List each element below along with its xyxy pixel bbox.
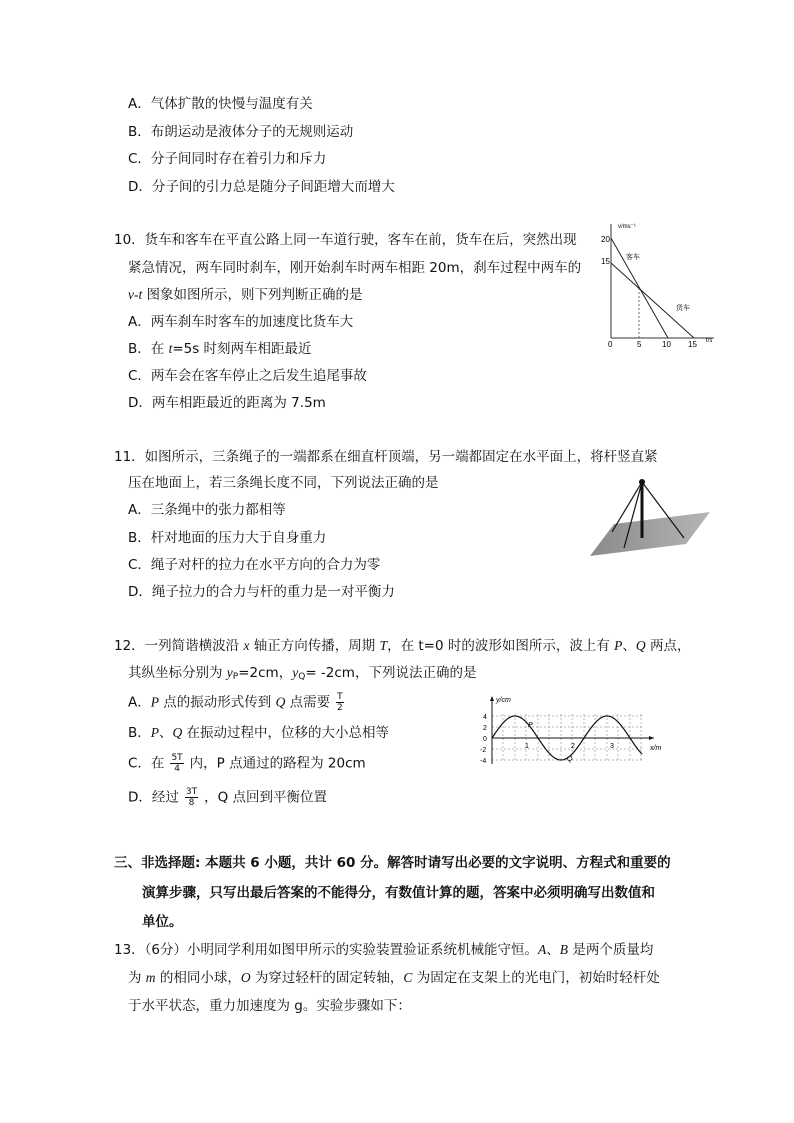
q12-stem-line1 [114, 636, 690, 656]
q12-l1-e: 两点， [645, 638, 691, 654]
q12-stem-line2 [128, 663, 476, 687]
q9-option-d: D．分子间的引力总是随分子间距增大而增大 [128, 179, 395, 195]
q12-l1-c: ，在 t=0 时的波形如图所示，波上有 [387, 638, 615, 654]
q12-xtick-3: 3 [610, 743, 614, 750]
q10-vt-chart [596, 218, 720, 350]
q12-l1-Q: Q [635, 638, 646, 653]
q13-stem-line1 [114, 940, 653, 960]
q12-point-q-label: Q [567, 756, 573, 763]
q11-option-c: C．绳子对杆的拉力在水平方向的合力为零 [128, 557, 381, 573]
q12-c-den: 4 [174, 764, 180, 774]
q10-y-axis-label: v/ms⁻¹ [618, 224, 636, 230]
q12-d-den: 8 [188, 798, 195, 808]
q10-x-axis-label: t/s [706, 338, 713, 344]
q12-option-a [128, 692, 350, 713]
q10-option-a: A．两车刹车时客车的加速度比货车大 [128, 314, 354, 330]
q13-l2-a: 为 [128, 970, 146, 986]
q12-l1-x: x [243, 638, 250, 653]
q13-l2-C: C [403, 970, 413, 985]
q12-a-a: A． [128, 694, 151, 711]
q12-b-Q: Q [172, 725, 183, 740]
q13-l2-c: 为穿过轻杆的固定转轴， [250, 970, 404, 986]
q11-stem-line1: 11．如图所示，三条绳子的一端都系在细直杆顶端，另一端都固定在水平面上，将杆竖直紧 [114, 449, 658, 465]
q11-option-d: D．绳子拉力的合力与杆的重力是一对平衡力 [128, 584, 395, 600]
q12-c-num: 5T [171, 753, 183, 763]
q10-stem-line2: 紧急情况，两车同时刹车，刚开始刹车时两车相距 20m，刹车过程中两车的 [128, 260, 582, 276]
q13-l2-d: 为固定在支架上的光电门，初始时轻杆处 [412, 970, 660, 986]
q12-d-num: 3T [185, 787, 198, 797]
q12-l2-yQ: y [292, 665, 299, 680]
q12-ytick-neg2: -2 [480, 747, 487, 754]
q12-ytick-2: 2 [483, 725, 487, 732]
q12-b-b: 、 [159, 725, 173, 741]
q12-l1-T: T [379, 638, 388, 653]
q12-d-b: ，Q 点回到平衡位置 [204, 789, 328, 806]
q12-xtick-1: 1 [525, 743, 529, 750]
q13-l2-O: O [240, 970, 251, 985]
q12-b-c: 在振动过程中，位移的大小总相等 [182, 725, 390, 741]
q13-stem-line2 [128, 968, 660, 988]
q10-option-b [128, 339, 312, 359]
q12-y-axis-label: y/cm [496, 697, 511, 704]
q12-l2-yP: y [226, 665, 233, 680]
q10-ytick-15: 15 [601, 257, 610, 266]
q10-vt-symbol: v-t [128, 287, 143, 302]
section3-heading-line2: 演算步骤，只写出最后答案的不能得分，有数值计算的题，答案中必须明确写出数值和 [142, 885, 655, 901]
q12-b-P: P [150, 725, 160, 740]
q13-l1-c: 是两个质量均 [568, 942, 654, 958]
q12-l2-subP: P [232, 672, 239, 682]
q10-ytick-20: 20 [601, 235, 610, 244]
q12-b-a: B． [128, 725, 151, 741]
q10-stem-line3-text: 图象如图所示，则下列判断正确的是 [146, 287, 363, 303]
q10-optb-suffix: =5s 时刻两车相距最近 [172, 341, 312, 357]
q12-option-c [128, 753, 366, 774]
q11-option-a: A．三条绳中的张力都相等 [128, 502, 286, 518]
q9-option-b: B．布朗运动是液体分子的无规则运动 [128, 124, 354, 140]
q9-option-c: C．分子间同时存在着引力和斥力 [128, 151, 327, 167]
q12-l1-d: 、 [622, 638, 636, 654]
q12-a-b: 点的振动形式传到 [159, 694, 276, 711]
q12-l2-a: 其纵坐标分别为 [128, 665, 227, 681]
q10-optb-prefix: B．在 [128, 341, 169, 357]
q12-d-fraction [185, 787, 198, 808]
q13-l2-m: m [145, 970, 156, 985]
q12-ytick-neg4: -4 [480, 758, 487, 765]
section3-heading-line1: 三、非选择题: 本题共 6 小题，共计 60 分。解答时请写出必要的文字说明、方程式和重要的 [114, 855, 671, 871]
q12-x-axis-label: x/m [650, 745, 662, 752]
q10-xtick-10: 10 [662, 340, 671, 349]
q12-xtick-2: 2 [571, 743, 575, 750]
q12-c-b: 内，P 点通过的路程为 20cm [189, 755, 366, 772]
q12-a-num: T [337, 692, 343, 702]
q12-option-b [128, 723, 389, 743]
q12-a-den: 2 [337, 703, 343, 713]
q11-pole-figure [586, 474, 712, 560]
q12-l1-P: P [614, 638, 623, 653]
q12-l2-b: =2cm， [238, 665, 293, 681]
q12-l1-a: 12．一列简谐横波沿 [114, 638, 244, 654]
q10-option-c: C．两车会在客车停止之后发生追尾事故 [128, 368, 367, 384]
q12-waveform-chart [474, 692, 670, 776]
q10-stem-line1: 10．货车和客车在平直公路上同一车道行驶，客车在前，货车在后，突然出现 [114, 232, 577, 248]
q13-stem-line3: 于水平状态，重力加速度为 g。实验步骤如下： [128, 998, 411, 1014]
q10-option-d: D．两车相距最近的距离为 7.5m [128, 395, 326, 411]
q11-option-b: B．杆对地面的压力大于自身重力 [128, 530, 327, 546]
q13-l2-b: 的相同小球， [155, 970, 241, 986]
q13-l1-b: 、 [546, 942, 560, 958]
q9-option-a: A．气体扩散的快慢与温度有关 [128, 96, 313, 112]
q10-label-passenger: 客车 [626, 254, 640, 261]
q13-l1-B: B [559, 942, 569, 957]
q10-line-truck [611, 263, 694, 338]
q10-xtick-0: 0 [608, 340, 613, 349]
q12-a-fraction [336, 692, 344, 713]
q12-x-arrow [649, 736, 654, 740]
ground-plane [590, 512, 710, 556]
q13-l1-a: 13．（6分）小明同学利用如图甲所示的实验装置验证系统机械能守恒。 [114, 942, 539, 958]
q12-c-fraction [170, 753, 183, 774]
q12-a-c: 点需要 [285, 694, 331, 711]
q13-l1-A: A [538, 942, 547, 957]
q12-option-d [128, 787, 327, 808]
q12-l2-subQ: Q [298, 672, 306, 682]
q12-point-p-label: P [528, 722, 533, 729]
q12-ytick-0: 0 [483, 736, 487, 743]
q12-l2-c: = -2cm，下列说法正确的是 [305, 665, 477, 681]
q10-xtick-15: 15 [688, 340, 697, 349]
q10-optb-t: t [168, 341, 173, 356]
q10-line-passenger [611, 238, 668, 338]
q10-label-truck: 货车 [676, 305, 690, 312]
q12-c-a: C．在 [128, 755, 165, 772]
q10-stem-line3 [128, 285, 363, 305]
q12-d-a: D．经过 [128, 789, 179, 806]
q12-ytick-4: 4 [483, 714, 487, 721]
q12-a-Q: Q [275, 694, 286, 710]
q12-l1-b: 轴正方向传播，周期 [249, 638, 380, 654]
section3-heading-line3: 单位。 [142, 914, 183, 930]
q12-y-arrow [490, 696, 494, 701]
q10-xtick-5: 5 [637, 340, 642, 349]
q11-stem-line2: 压在地面上，若三条绳长度不同，下列说法正确的是 [128, 475, 439, 491]
q12-a-P: P [150, 694, 159, 710]
